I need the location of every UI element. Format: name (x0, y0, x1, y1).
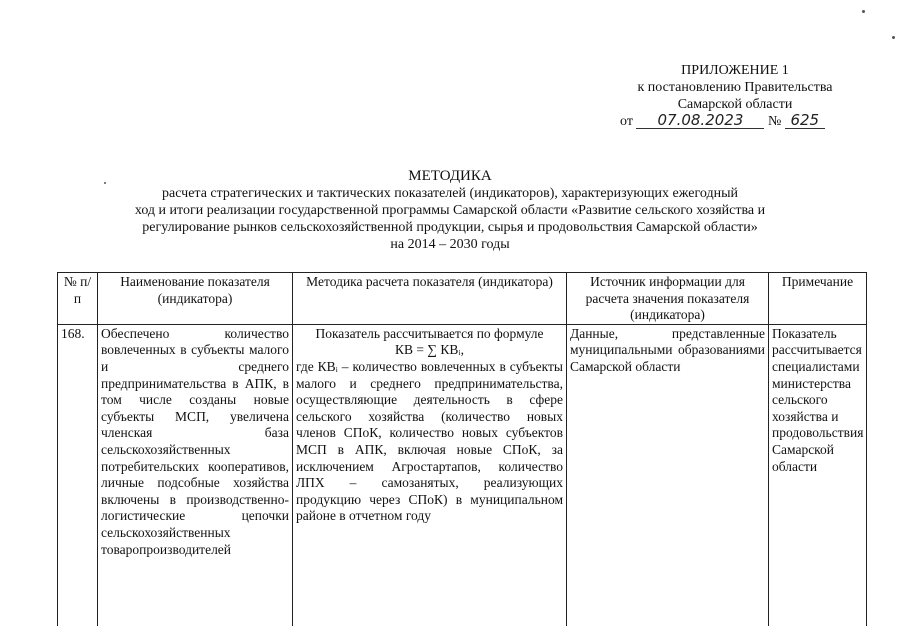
appendix-date-row (620, 113, 850, 130)
table-header-row (58, 273, 867, 325)
header-source: Источник информации для расчета значения показателя (индикатора) (567, 273, 769, 325)
method-intro: Показатель рассчитывается по формуле (315, 325, 544, 341)
scan-speck (892, 36, 895, 39)
row-note: Показатель рассчитывается специалистами министерства сельского хозяйства и продовольствия Самарской области (769, 324, 867, 626)
header-number: № п/п (58, 273, 98, 325)
scan-speck (862, 10, 865, 13)
row-source: Данные, представленные муниципальными образованиями Самарской области (567, 324, 769, 626)
row-number: 168. (58, 324, 98, 626)
table-row (58, 324, 867, 626)
title-line-4: на 2014 – 2030 годы (390, 237, 510, 252)
date-value: 07.08.2023 (636, 113, 764, 129)
appendix-decree: к постановлению Правительства (637, 80, 833, 95)
method-formula: КВ = ∑ КВᵢ, (395, 342, 464, 358)
document-title (60, 168, 840, 253)
appendix-block (620, 62, 850, 130)
date-prefix: от (620, 114, 633, 129)
appendix-label: ПРИЛОЖЕНИЕ 1 (681, 63, 789, 78)
row-method (293, 324, 567, 626)
header-note: Примечание (769, 273, 867, 325)
header-method: Методика расчета показателя (индикатора) (293, 273, 567, 325)
title-line-2: ход и итоги реализации государственной программы Самарской области «Развитие сельского хозяйства и (134, 203, 766, 218)
title-line-3: регулирование рынков сельскохозяйственной продукции, сырья и продовольствия Самарской области» (142, 220, 758, 235)
row-indicator-name: Обеспечено количество вовлеченных в субъекты малого и среднего предпринимательства в АПК, в том числе созданы новые субъекты МСП, увеличена членская база сельскохозяйственных потребительских кооперативов, личные подсобные хозяйства включены в производственно-логистические цепочки сельскохозяйственных товаропроизводителей (98, 324, 293, 626)
title-line-1: расчета стратегических и тактических показателей (индикаторов), характеризующих ежегодный (162, 186, 738, 201)
title-heading: МЕТОДИКА (408, 168, 492, 184)
method-description: где КВᵢ – количество вовлеченных в субъекты малого и среднего предпринимательства, осуществляющие деятельность в сфере сельского хозяйства (количество новых членов СПоК, количество новых субъектов МСП в АПК, включая новые СПоК, за исключением Агростартапов, количество ЛПХ – самозанятых, реализующих продукцию через СПоК) в муниципальном районе в отчетном году (296, 358, 563, 524)
appendix-region: Самарской области (677, 97, 793, 112)
number-prefix: № (767, 114, 782, 129)
number-value: 625 (785, 113, 825, 129)
header-indicator-name: Наименование показателя (индикатора) (98, 273, 293, 325)
indicator-table (57, 272, 867, 626)
